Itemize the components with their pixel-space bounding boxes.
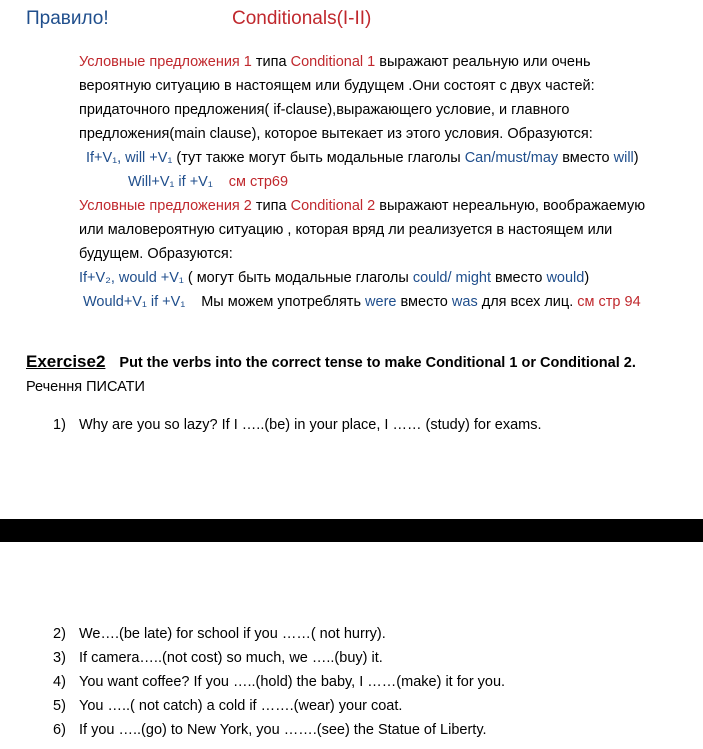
c2-line2: или маловероятную ситуацию , которая вряд ли реализуется в настоящем или — [79, 222, 613, 238]
exercise-item-4: 4) You want coffee? If you …..(hold) the baby, I ……(make) it for you. — [53, 674, 506, 690]
c1-line1: Условные предложения 1 типа Conditional 1 выражают реальную или очень — [79, 54, 591, 70]
c1-line2: вероятную ситуацию в настоящем или будущем .Они состоят с двух частей: — [79, 78, 595, 94]
c1-line4: предложения(main clause), которое вытекает из этого условия. Образуются: — [79, 126, 593, 142]
exercise-item-3: 3) If camera…..(not cost) so much, we …..(buy) it. — [53, 650, 383, 666]
c2-term: Условные предложения 2 — [79, 198, 252, 214]
exercise-number: Exercise2 — [26, 352, 106, 371]
rule-title: Правило! — [26, 8, 109, 29]
conditionals-title: Conditionals(I-II) — [232, 8, 372, 29]
c1-page-ref: см стр69 — [228, 174, 289, 190]
c1-name: Conditional 1 — [290, 54, 376, 70]
c2-formula-reverse: Would+V₁ if +V₁ Мы можем употреблять were вместо was для всех лиц. см стр 94 — [83, 294, 641, 310]
c2-formula: If+V₂, would +V₁ ( могут быть модальные глаголы could/ might вместо would) — [79, 270, 590, 286]
black-bar — [0, 519, 703, 542]
exercise-item-2: 2) We….(be late) for school if you ……( not hurry). — [53, 626, 386, 642]
c2-line1: Условные предложения 2 типа Conditional 2 выражают нереальную, воображаемую — [79, 198, 646, 214]
c1-formula-reverse: Will+V₁ if +V₁ см стр69 — [128, 174, 289, 190]
c2-page-ref: см стр 94 — [577, 294, 641, 310]
exercise-item-6: 6) If you …..(go) to New York, you …….(see) the Statue of Liberty. — [53, 722, 487, 738]
c2-name: Conditional 2 — [290, 198, 376, 214]
exercise-item-5: 5) You …..( not catch) a cold if …….(wear) your coat. — [53, 698, 403, 714]
c2-line3: будущем. Образуются: — [79, 246, 233, 262]
exercise-item-1: 1) Why are you so lazy? If I …..(be) in your place, I …… (study) for exams. — [53, 417, 542, 433]
c1-formula: If+V₁, will +V₁ (тут также могут быть модальные глаголы Can/must/may вместо will) — [86, 150, 639, 166]
exercise-header — [26, 352, 636, 372]
exercise-instruction: Put the verbs into the correct tense to make Conditional 1 or Conditional 2. — [119, 355, 636, 371]
write-note: Речення ПИСАТИ — [26, 379, 145, 395]
c1-line3: придаточного предложения( if-clause),выражающего условие, и главного — [79, 102, 570, 118]
c1-term: Условные предложения 1 — [79, 54, 252, 70]
